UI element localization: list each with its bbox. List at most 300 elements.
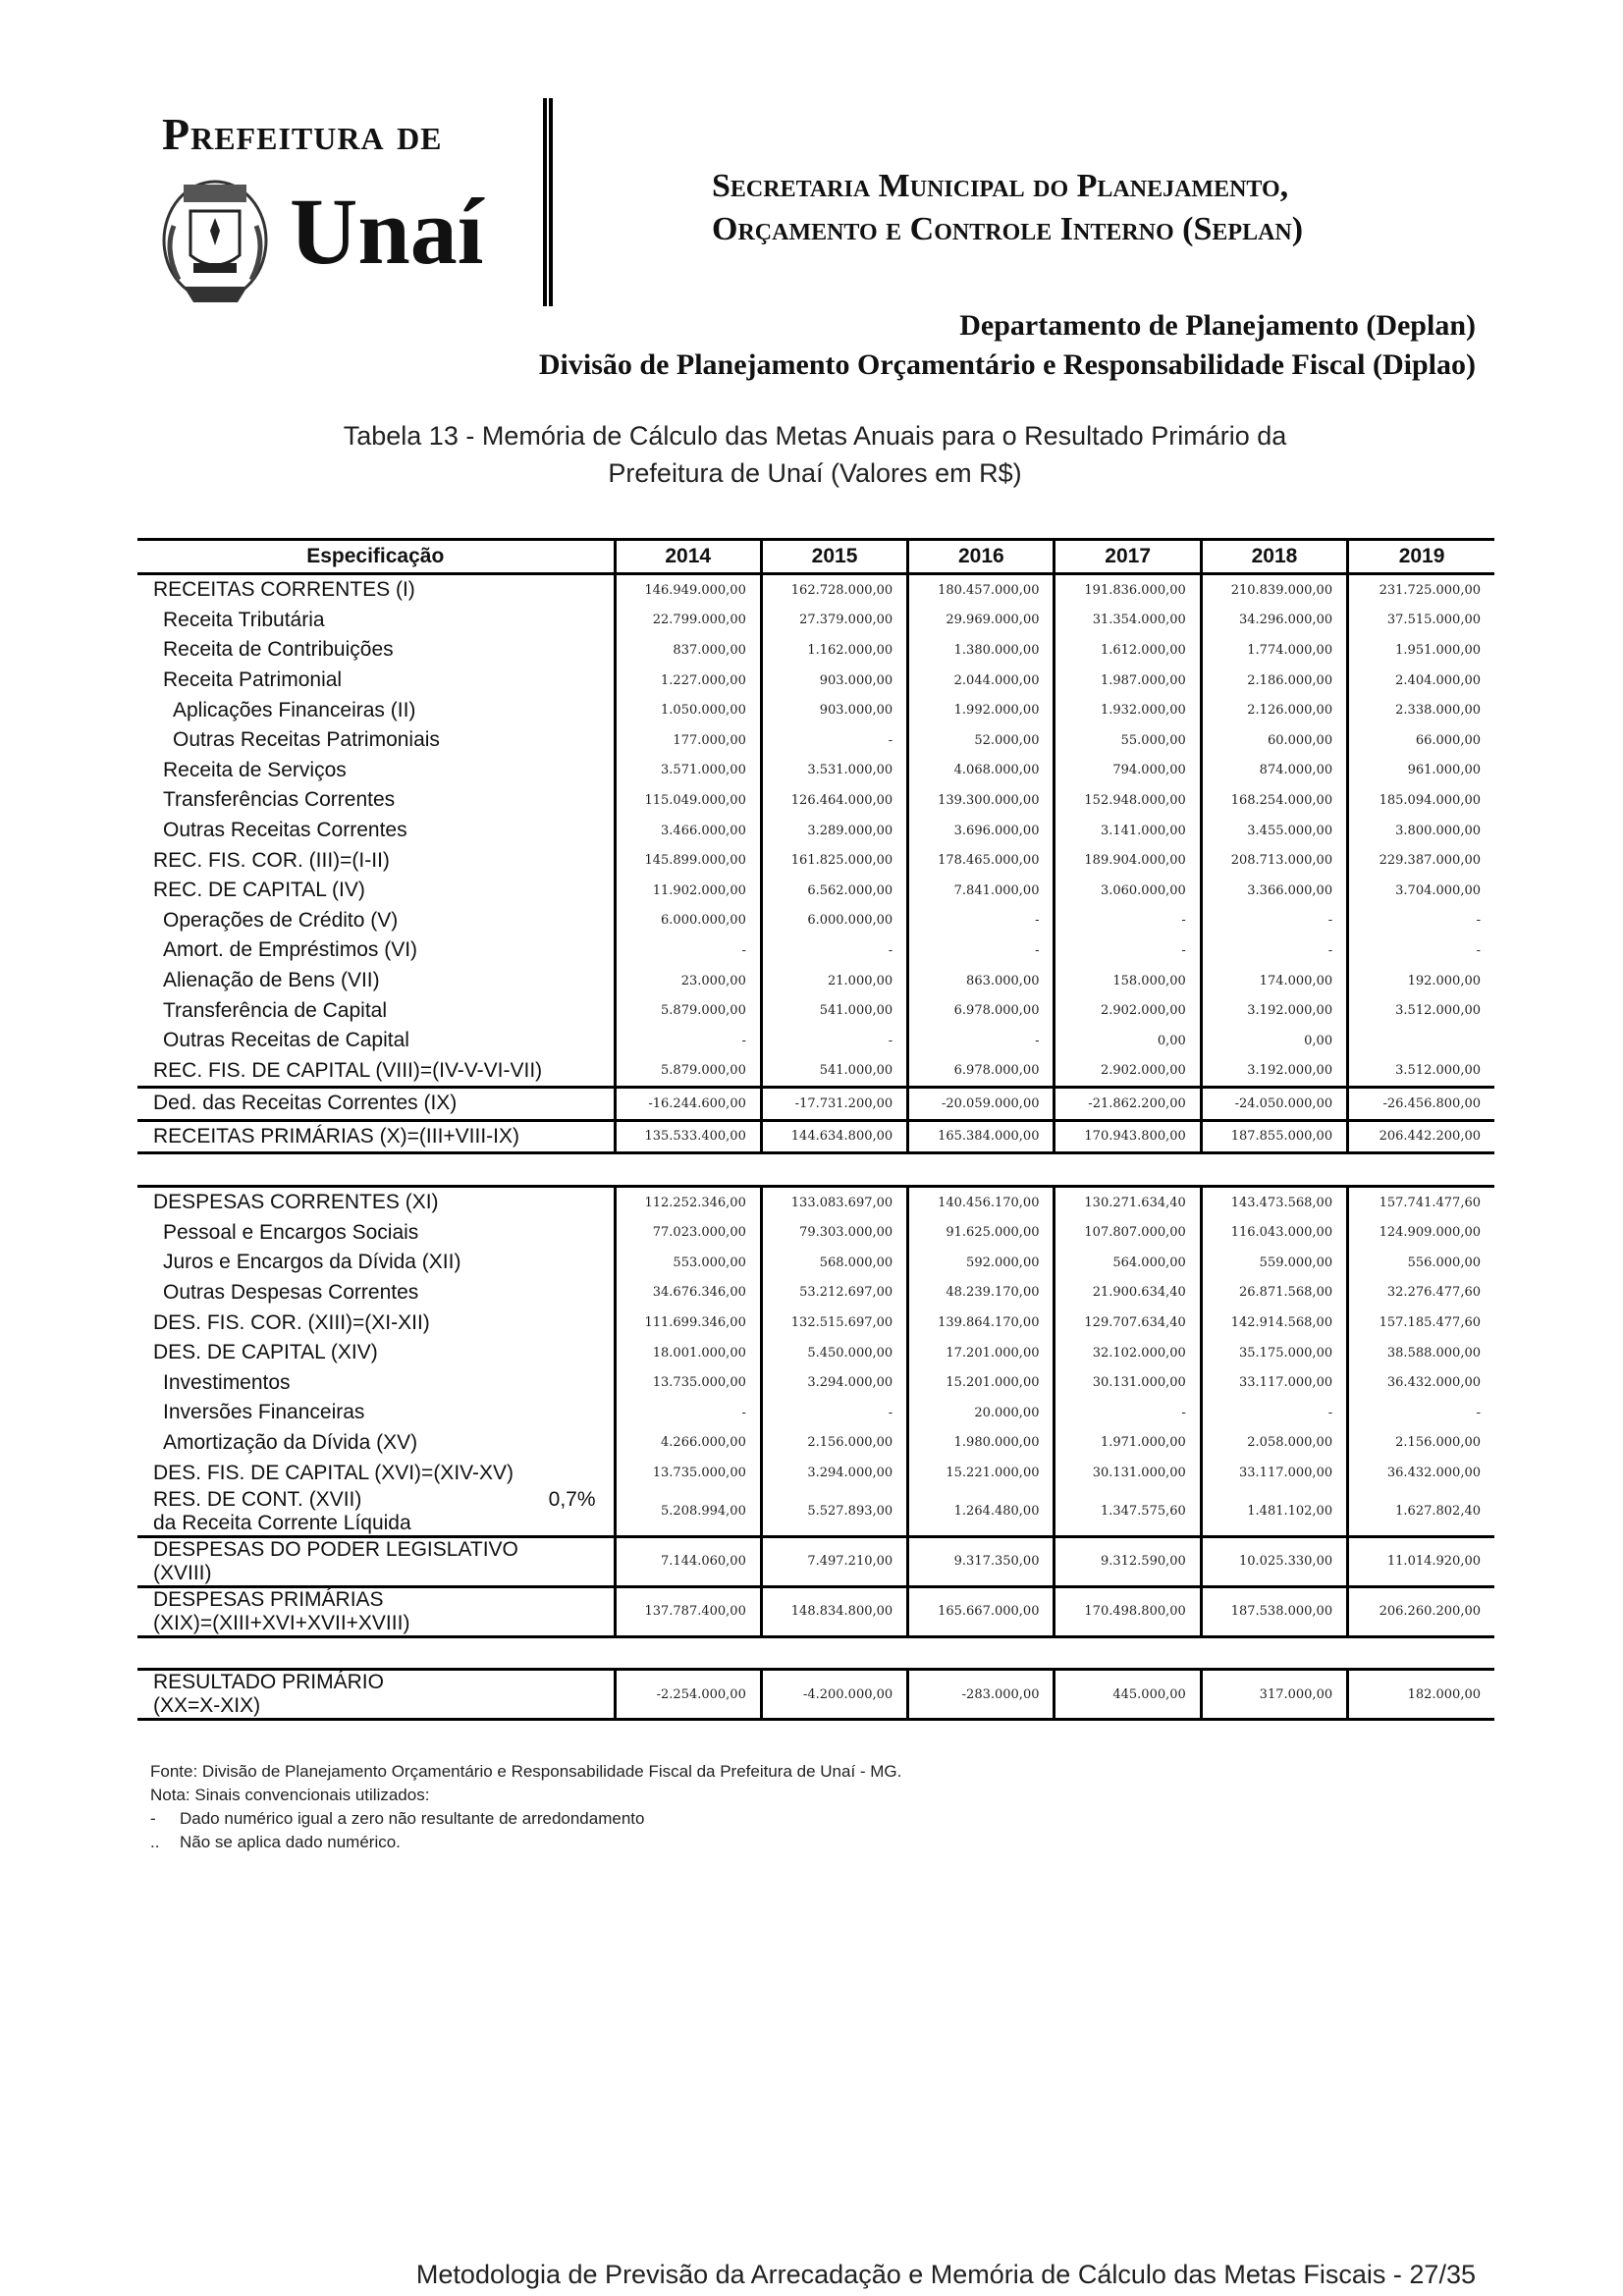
- cell-value: 4.068.000,00: [908, 756, 1055, 786]
- row-label: Ded. das Receitas Correntes (IX): [137, 1088, 615, 1121]
- cell-value: 3.192.000,00: [1201, 1056, 1347, 1088]
- column-header: 2014: [615, 540, 761, 574]
- cell-value: 559.000,00: [1201, 1248, 1347, 1278]
- table-row: [137, 876, 1494, 906]
- row-label: Outras Despesas Correntes: [163, 1280, 419, 1304]
- cell-value: 17.201.000,00: [908, 1338, 1055, 1368]
- table-row: [137, 995, 1494, 1026]
- row-label-line2: (XVIII): [153, 1561, 212, 1584]
- cell-value: 10.025.330,00: [1201, 1536, 1347, 1586]
- cell-value: 60.000,00: [1201, 725, 1347, 756]
- page-footer: Metodologia de Previsão da Arrecadação e Memória de Cálculo das Metas Fiscais - 27/35: [415, 2260, 1476, 2289]
- cell-value: 231.725.000,00: [1348, 574, 1494, 606]
- cell-value: 168.254.000,00: [1201, 785, 1347, 816]
- row-label: Juros e Encargos da Dívida (XII): [163, 1251, 461, 1274]
- table-row: [137, 935, 1494, 966]
- cell-value: -20.059.000,00: [908, 1088, 1055, 1121]
- cell-value: 3.060.000,00: [1055, 876, 1201, 906]
- cell-value: 3.366.000,00: [1201, 876, 1347, 906]
- cell-value: 116.043.000,00: [1201, 1217, 1347, 1248]
- cell-value: 556.000,00: [1348, 1248, 1494, 1278]
- cell-value: 2.156.000,00: [761, 1428, 907, 1459]
- table-title: [137, 417, 1492, 492]
- cell-value: 15.221.000,00: [908, 1458, 1055, 1488]
- cell-value: 3.512.000,00: [1348, 995, 1494, 1026]
- cell-value: 903.000,00: [761, 666, 907, 696]
- cell-value: 157.185.477,60: [1348, 1308, 1494, 1338]
- cell-value: 445.000,00: [1055, 1670, 1201, 1720]
- cell-value: 140.456.170,00: [908, 1186, 1055, 1217]
- cell-value: -: [1201, 906, 1347, 936]
- cell-value: 174.000,00: [1201, 966, 1347, 996]
- cell-value: -: [1348, 906, 1494, 936]
- row-label: Receita de Contribuições: [163, 638, 394, 662]
- cell-value: 146.949.000,00: [615, 574, 761, 606]
- secretaria-name: [712, 165, 1303, 251]
- cell-value: 11.014.920,00: [1348, 1536, 1494, 1586]
- cell-value: 863.000,00: [908, 966, 1055, 996]
- table-row: [137, 635, 1494, 666]
- cell-value: 36.432.000,00: [1348, 1458, 1494, 1488]
- cell-value: 189.904.000,00: [1055, 845, 1201, 876]
- coat-of-arms-icon: [159, 177, 272, 309]
- cell-value: 124.909.000,00: [1348, 1217, 1494, 1248]
- cell-value: 3.704.000,00: [1348, 876, 1494, 906]
- row-label: Alienação de Bens (VII): [163, 969, 380, 992]
- cell-value: 191.836.000,00: [1055, 574, 1201, 606]
- table-row: [137, 756, 1494, 786]
- cell-value: 129.707.634,40: [1055, 1308, 1201, 1338]
- cell-value: -21.862.200,00: [1055, 1088, 1201, 1121]
- row-label: Pessoal e Encargos Sociais: [163, 1220, 419, 1244]
- row-label-line2: (XX=X-XIX): [153, 1694, 261, 1718]
- cell-value: 7.841.000,00: [908, 876, 1055, 906]
- row-label: RECEITAS PRIMÁRIAS (X)=(III+VIII-IX): [137, 1120, 615, 1153]
- row-label: REC. FIS. DE CAPITAL (VIII)=(IV-V-VI-VII): [153, 1058, 543, 1082]
- cell-value: -16.244.600,00: [615, 1088, 761, 1121]
- cell-value: 6.562.000,00: [761, 876, 907, 906]
- row-label: DES. DE CAPITAL (XIV): [153, 1341, 378, 1364]
- row-label: Investimentos: [163, 1370, 291, 1394]
- convention-text: Não se aplica dado numérico.: [180, 1833, 401, 1851]
- cell-value: 18.001.000,00: [615, 1338, 761, 1368]
- cell-value: 15.201.000,00: [908, 1367, 1055, 1398]
- cell-value: 133.083.697,00: [761, 1186, 907, 1217]
- cell-value: 2.156.000,00: [1348, 1428, 1494, 1459]
- table-row: [137, 1586, 1494, 1636]
- table-row: [137, 816, 1494, 846]
- cell-value: 33.117.000,00: [1201, 1458, 1347, 1488]
- cell-value: 6.000.000,00: [615, 906, 761, 936]
- cell-value: -: [615, 1026, 761, 1056]
- cell-value: 7.497.210,00: [761, 1536, 907, 1586]
- table-row: [137, 606, 1494, 636]
- cell-value: 2.902.000,00: [1055, 995, 1201, 1026]
- table-row: [137, 574, 1494, 606]
- cell-value: 3.294.000,00: [761, 1367, 907, 1398]
- column-header: Especificação: [137, 540, 615, 574]
- cell-value: 115.049.000,00: [615, 785, 761, 816]
- cell-value: 1.347.575,60: [1055, 1488, 1201, 1537]
- convention-note: Nota: Sinais convencionais utilizados:: [150, 1786, 430, 1804]
- table-row: [137, 1026, 1494, 1056]
- cell-value: 132.515.697,00: [761, 1308, 907, 1338]
- cell-value: 165.384.000,00: [908, 1120, 1055, 1153]
- cell-value: 37.515.000,00: [1348, 606, 1494, 636]
- cell-value: 187.855.000,00: [1201, 1120, 1347, 1153]
- spacer-row: [137, 1636, 1494, 1670]
- cell-value: 5.879.000,00: [615, 995, 761, 1026]
- cell-value: 229.387.000,00: [1348, 845, 1494, 876]
- row-label-line1: DESPESAS PRIMÁRIAS: [153, 1587, 384, 1611]
- cell-value: 107.807.000,00: [1055, 1217, 1201, 1248]
- cell-value: 178.465.000,00: [908, 845, 1055, 876]
- row-label: [137, 1670, 615, 1720]
- convention-item: [150, 1831, 901, 1854]
- table-title-line2: Prefeitura de Unaí (Valores em R$): [608, 458, 1022, 488]
- cell-value: 30.131.000,00: [1055, 1367, 1201, 1398]
- cell-value: 6.000.000,00: [761, 906, 907, 936]
- cell-value: 553.000,00: [615, 1248, 761, 1278]
- receitas-totals: [137, 1088, 1494, 1187]
- cell-value: 541.000,00: [761, 995, 907, 1026]
- cell-value: 961.000,00: [1348, 756, 1494, 786]
- cell-value: 130.271.634,40: [1055, 1186, 1201, 1217]
- cell-value: -: [761, 935, 907, 966]
- cell-value: -: [1201, 1398, 1347, 1428]
- cell-value: 3.294.000,00: [761, 1458, 907, 1488]
- cell-value: 3.466.000,00: [615, 816, 761, 846]
- cell-value: 1.774.000,00: [1201, 635, 1347, 666]
- row-label: [137, 1586, 615, 1636]
- cell-value: 1.627.802,40: [1348, 1488, 1494, 1537]
- table-row: [137, 695, 1494, 725]
- cell-value: 1.971.000,00: [1055, 1428, 1201, 1459]
- cell-value: 3.289.000,00: [761, 816, 907, 846]
- row-label: Receita Tributária: [163, 608, 325, 631]
- table-row: [137, 906, 1494, 936]
- table-row: [137, 1428, 1494, 1459]
- cell-value: -24.050.000,00: [1201, 1088, 1347, 1121]
- row-label: Amort. de Empréstimos (VI): [163, 938, 418, 962]
- cell-value: -: [1055, 935, 1201, 966]
- cell-value: 6.978.000,00: [908, 995, 1055, 1026]
- table-row: [137, 1308, 1494, 1338]
- table-row: [137, 1120, 1494, 1153]
- cell-value: 5.450.000,00: [761, 1338, 907, 1368]
- despesas-totals: [137, 1488, 1494, 1720]
- row-label: Outras Receitas Correntes: [163, 819, 407, 842]
- cell-value: 3.531.000,00: [761, 756, 907, 786]
- cell-value: 4.266.000,00: [615, 1428, 761, 1459]
- cell-value: 142.914.568,00: [1201, 1308, 1347, 1338]
- row-label: Operações de Crédito (V): [163, 908, 399, 932]
- table-row: [137, 1398, 1494, 1428]
- cell-value: 20.000,00: [908, 1398, 1055, 1428]
- cell-value: 192.000,00: [1348, 966, 1494, 996]
- cell-value: 126.464.000,00: [761, 785, 907, 816]
- column-header: 2019: [1348, 540, 1494, 574]
- cell-value: 1.612.000,00: [1055, 635, 1201, 666]
- cell-value: 31.354.000,00: [1055, 606, 1201, 636]
- cell-value: 3.455.000,00: [1201, 816, 1347, 846]
- table-row: [137, 966, 1494, 996]
- cell-value: 0,00: [1201, 1026, 1347, 1056]
- cell-value: 5.879.000,00: [615, 1056, 761, 1088]
- cell-value: 541.000,00: [761, 1056, 907, 1088]
- cell-value: 35.175.000,00: [1201, 1338, 1347, 1368]
- cell-value: 29.969.000,00: [908, 606, 1055, 636]
- receitas-section: [137, 574, 1494, 1088]
- cell-value: 66.000,00: [1348, 725, 1494, 756]
- cell-value: 837.000,00: [615, 635, 761, 666]
- table-row: [137, 1217, 1494, 1248]
- row-label: Outras Receitas de Capital: [163, 1029, 409, 1052]
- cell-value: 34.296.000,00: [1201, 606, 1347, 636]
- cell-value: 111.699.346,00: [615, 1308, 761, 1338]
- cell-value: 9.317.350,00: [908, 1536, 1055, 1586]
- prefeitura-logo: [157, 98, 550, 304]
- cell-value: 38.588.000,00: [1348, 1338, 1494, 1368]
- cell-value: 2.902.000,00: [1055, 1056, 1201, 1088]
- cell-value: 3.192.000,00: [1201, 995, 1347, 1026]
- source-note: Fonte: Divisão de Planejamento Orçamentário e Responsabilidade Fiscal da Prefeitura de Unaí - MG.: [150, 1762, 902, 1781]
- cell-value: -2.254.000,00: [615, 1670, 761, 1720]
- cell-value: 161.825.000,00: [761, 845, 907, 876]
- page-header: [157, 98, 1492, 314]
- division-name: Divisão de Planejamento Orçamentário e Responsabilidade Fiscal (Diplao): [538, 348, 1476, 381]
- cell-value: 26.871.568,00: [1201, 1278, 1347, 1308]
- cell-value: -17.731.200,00: [761, 1088, 907, 1121]
- cell-value: 1.980.000,00: [908, 1428, 1055, 1459]
- table-row: [137, 845, 1494, 876]
- table-row: [137, 1278, 1494, 1308]
- cell-value: -: [908, 935, 1055, 966]
- cell-value: -: [908, 1026, 1055, 1056]
- cell-value: [1348, 1026, 1494, 1056]
- table-row: [137, 1088, 1494, 1121]
- percent-value: 0,7%: [548, 1487, 596, 1511]
- cell-value: 2.058.000,00: [1201, 1428, 1347, 1459]
- cell-value: 27.379.000,00: [761, 606, 907, 636]
- cell-value: 48.239.170,00: [908, 1278, 1055, 1308]
- row-label-line2: (XIX)=(XIII+XVI+XVII+XVIII): [153, 1611, 410, 1634]
- cell-value: 2.186.000,00: [1201, 666, 1347, 696]
- secretaria-line1: Secretaria Municipal do Planejamento,: [712, 168, 1289, 204]
- cell-value: 874.000,00: [1201, 756, 1347, 786]
- cell-value: 206.260.200,00: [1348, 1586, 1494, 1636]
- cell-value: -: [1348, 1398, 1494, 1428]
- cell-value: 592.000,00: [908, 1248, 1055, 1278]
- column-header: 2017: [1055, 540, 1201, 574]
- cell-value: -: [615, 935, 761, 966]
- cell-value: 143.473.568,00: [1201, 1186, 1347, 1217]
- cell-value: 1.481.102,00: [1201, 1488, 1347, 1537]
- cell-value: 34.676.346,00: [615, 1278, 761, 1308]
- cell-value: 1.380.000,00: [908, 635, 1055, 666]
- cell-value: 33.117.000,00: [1201, 1367, 1347, 1398]
- table-row: [137, 785, 1494, 816]
- row-label: Aplicações Financeiras (II): [173, 698, 416, 721]
- cell-value: 135.533.400,00: [615, 1120, 761, 1153]
- cell-value: -: [1055, 1398, 1201, 1428]
- cell-value: 170.498.800,00: [1055, 1586, 1201, 1636]
- cell-value: 210.839.000,00: [1201, 574, 1347, 606]
- cell-value: 55.000,00: [1055, 725, 1201, 756]
- cell-value: 32.276.477,60: [1348, 1278, 1494, 1308]
- cell-value: 11.902.000,00: [615, 876, 761, 906]
- cell-value: 187.538.000,00: [1201, 1586, 1347, 1636]
- cell-value: -: [1201, 935, 1347, 966]
- column-header: 2015: [761, 540, 907, 574]
- row-label: Amortização da Dívida (XV): [163, 1430, 418, 1454]
- cell-value: 317.000,00: [1201, 1670, 1347, 1720]
- cell-value: 7.144.060,00: [615, 1536, 761, 1586]
- convention-text: Dado numérico igual a zero não resultante de arredondamento: [180, 1809, 645, 1828]
- cell-value: 52.000,00: [908, 725, 1055, 756]
- cell-value: 177.000,00: [615, 725, 761, 756]
- table-row: [137, 1186, 1494, 1217]
- cell-value: -283.000,00: [908, 1670, 1055, 1720]
- table-row: [137, 1458, 1494, 1488]
- cell-value: 1.932.000,00: [1055, 695, 1201, 725]
- cell-value: 1.227.000,00: [615, 666, 761, 696]
- cell-value: -: [1055, 906, 1201, 936]
- cell-value: 5.208.994,00: [615, 1488, 761, 1537]
- cell-value: 794.000,00: [1055, 756, 1201, 786]
- row-label: RECEITAS CORRENTES (I): [153, 578, 415, 602]
- cell-value: 77.023.000,00: [615, 1217, 761, 1248]
- cell-value: 36.432.000,00: [1348, 1367, 1494, 1398]
- table-row: [137, 666, 1494, 696]
- cell-value: 145.899.000,00: [615, 845, 761, 876]
- table-row: [137, 1248, 1494, 1278]
- row-label-line1: DESPESAS DO PODER LEGISLATIVO: [153, 1537, 518, 1561]
- row-label: Inversões Financeiras: [163, 1401, 365, 1424]
- cell-value: -: [761, 725, 907, 756]
- row-label: DESPESAS CORRENTES (XI): [137, 1186, 615, 1217]
- cell-value: 1.162.000,00: [761, 635, 907, 666]
- column-header: 2016: [908, 540, 1055, 574]
- cell-value: 148.834.800,00: [761, 1586, 907, 1636]
- cell-value: 5.527.893,00: [761, 1488, 907, 1537]
- cell-value: 180.457.000,00: [908, 574, 1055, 606]
- table-row: [137, 1488, 1494, 1537]
- cell-value: 30.131.000,00: [1055, 1458, 1201, 1488]
- cell-value: 53.212.697,00: [761, 1278, 907, 1308]
- row-label: Receita de Serviços: [163, 758, 347, 781]
- department-name: Departamento de Planejamento (Deplan): [959, 309, 1476, 342]
- row-label-line1: RES. DE CONT. (XVII): [153, 1487, 362, 1511]
- row-label-line1: RESULTADO PRIMÁRIO: [153, 1671, 384, 1694]
- logo-text-bottom: Unaí: [290, 179, 484, 284]
- cell-value: 3.800.000,00: [1348, 816, 1494, 846]
- table-notes: [150, 1760, 901, 1854]
- row-label: REC. DE CAPITAL (IV): [153, 879, 365, 902]
- row-label: DES. FIS. DE CAPITAL (XVI)=(XIV-XV): [153, 1461, 514, 1484]
- cell-value: 139.864.170,00: [908, 1308, 1055, 1338]
- cell-value: 208.713.000,00: [1201, 845, 1347, 876]
- table-row: [137, 1338, 1494, 1368]
- cell-value: 139.300.000,00: [908, 785, 1055, 816]
- row-label: DES. FIS. COR. (XIII)=(XI-XII): [153, 1310, 430, 1334]
- cell-value: 91.625.000,00: [908, 1217, 1055, 1248]
- cell-value: 22.799.000,00: [615, 606, 761, 636]
- despesas-section: [137, 1186, 1494, 1487]
- cell-value: 0,00: [1055, 1026, 1201, 1056]
- cell-value: 182.000,00: [1348, 1670, 1494, 1720]
- header-divider: [543, 98, 553, 306]
- cell-value: 144.634.800,00: [761, 1120, 907, 1153]
- table-row: [137, 1670, 1494, 1720]
- cell-value: 3.512.000,00: [1348, 1056, 1494, 1088]
- row-label: Receita Patrimonial: [163, 668, 343, 692]
- cell-value: 3.141.000,00: [1055, 816, 1201, 846]
- cell-value: 13.735.000,00: [615, 1367, 761, 1398]
- cell-value: -: [615, 1398, 761, 1428]
- row-label: Transferência de Capital: [163, 998, 388, 1022]
- table-title-line1: Tabela 13 - Memória de Cálculo das Metas Anuais para o Resultado Primário da: [343, 421, 1287, 451]
- cell-value: 21.000,00: [761, 966, 907, 996]
- table-row: [137, 1536, 1494, 1586]
- cell-value: 1.264.480,00: [908, 1488, 1055, 1537]
- cell-value: 170.943.800,00: [1055, 1120, 1201, 1153]
- cell-value: 903.000,00: [761, 695, 907, 725]
- cell-value: 2.044.000,00: [908, 666, 1055, 696]
- convention-symbol: ..: [150, 1833, 160, 1851]
- table-row: [137, 725, 1494, 756]
- cell-value: 2.338.000,00: [1348, 695, 1494, 725]
- table-header-row: [137, 540, 1494, 574]
- cell-value: 32.102.000,00: [1055, 1338, 1201, 1368]
- row-label: Transferências Correntes: [163, 788, 396, 812]
- spacer-row: [137, 1153, 1494, 1187]
- convention-symbol: -: [150, 1809, 156, 1828]
- cell-value: 3.696.000,00: [908, 816, 1055, 846]
- cell-value: -26.456.800,00: [1348, 1088, 1494, 1121]
- cell-value: 9.312.590,00: [1055, 1536, 1201, 1586]
- column-header: 2018: [1201, 540, 1347, 574]
- cell-value: 564.000,00: [1055, 1248, 1201, 1278]
- cell-value: 1.987.000,00: [1055, 666, 1201, 696]
- convention-item: [150, 1807, 901, 1831]
- cell-value: 3.571.000,00: [615, 756, 761, 786]
- cell-value: 6.978.000,00: [908, 1056, 1055, 1088]
- cell-value: 2.126.000,00: [1201, 695, 1347, 725]
- department-block: [539, 306, 1476, 385]
- cell-value: 152.948.000,00: [1055, 785, 1201, 816]
- row-label: [137, 1488, 615, 1537]
- memoria-calculo-table: [137, 538, 1494, 1721]
- cell-value: -: [761, 1026, 907, 1056]
- cell-value: 1.992.000,00: [908, 695, 1055, 725]
- cell-value: 13.735.000,00: [615, 1458, 761, 1488]
- cell-value: 2.404.000,00: [1348, 666, 1494, 696]
- cell-value: 79.303.000,00: [761, 1217, 907, 1248]
- cell-value: 1.050.000,00: [615, 695, 761, 725]
- cell-value: 206.442.200,00: [1348, 1120, 1494, 1153]
- cell-value: 21.900.634,40: [1055, 1278, 1201, 1308]
- secretaria-line2: Orçamento e Controle Interno (Seplan): [712, 211, 1304, 247]
- table-row: [137, 1367, 1494, 1398]
- cell-value: -: [908, 906, 1055, 936]
- cell-value: 158.000,00: [1055, 966, 1201, 996]
- cell-value: -: [1348, 935, 1494, 966]
- row-label: Outras Receitas Patrimoniais: [173, 728, 440, 752]
- cell-value: 185.094.000,00: [1348, 785, 1494, 816]
- cell-value: 157.741.477,60: [1348, 1186, 1494, 1217]
- cell-value: 165.667.000,00: [908, 1586, 1055, 1636]
